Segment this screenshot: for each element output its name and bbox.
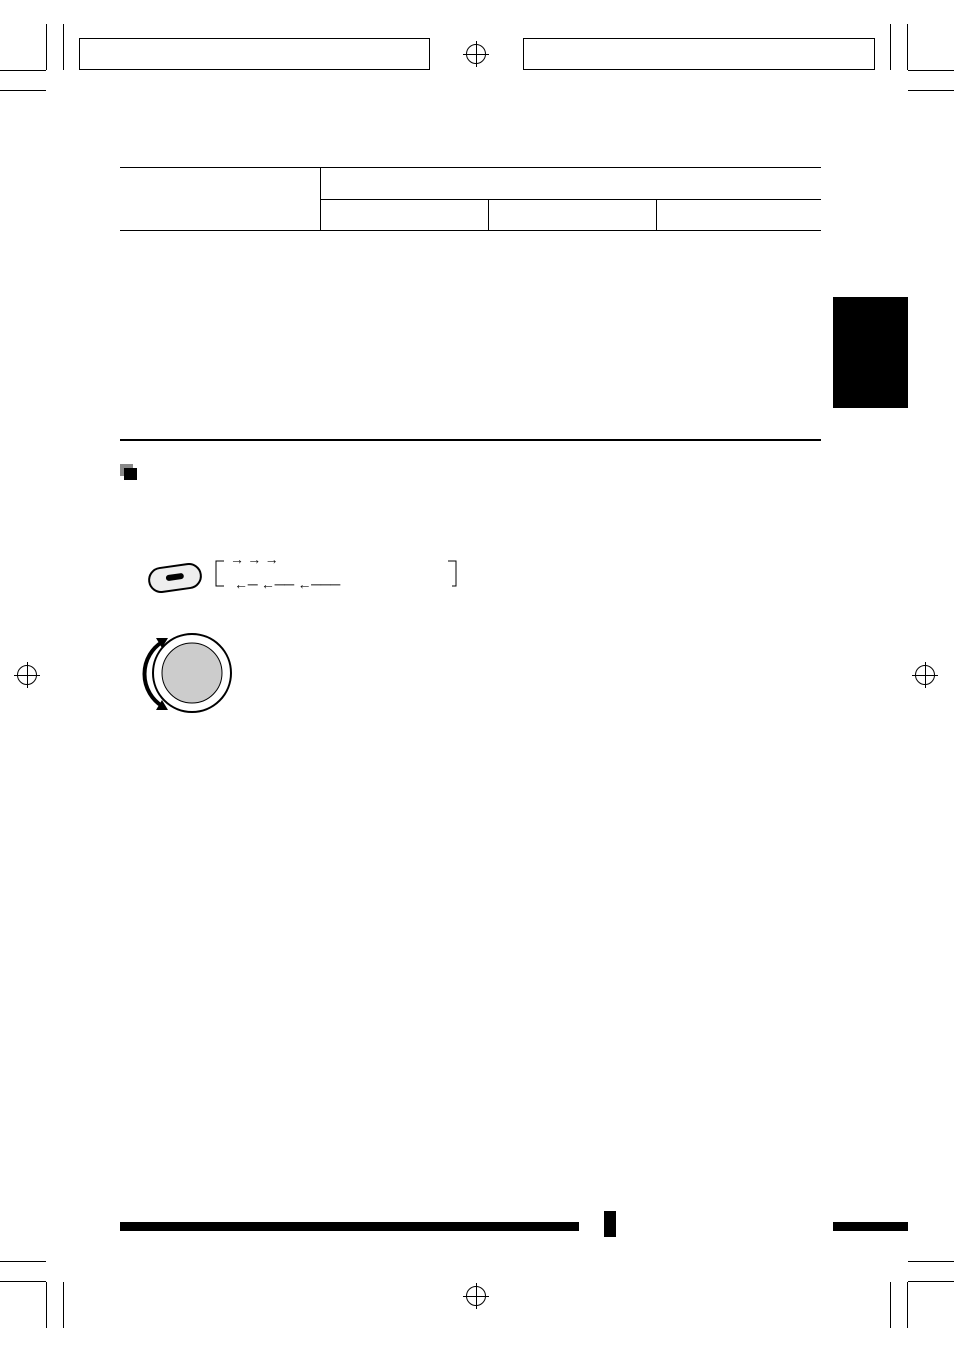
registration-mark-icon (17, 665, 37, 685)
arrow-left-icon: ←─── (297, 576, 341, 592)
col-header-value (321, 168, 822, 200)
crop-mark (0, 90, 46, 91)
crop-mark (63, 24, 64, 70)
arrow-left-icon: ←── (260, 576, 294, 592)
color-calibration-bar-left (79, 38, 430, 70)
crop-mark (908, 1261, 954, 1262)
arrow-right-icon: → (264, 551, 279, 567)
crop-mark (0, 1261, 46, 1262)
flow-row-top (230, 551, 278, 567)
sub-header-bas (321, 199, 489, 231)
crop-mark (908, 70, 954, 71)
crop-mark (907, 1282, 908, 1328)
language-tab (833, 297, 908, 408)
crop-mark (0, 1281, 46, 1282)
footer-rule-left (120, 1222, 579, 1231)
sub-header-tre (489, 199, 657, 231)
registration-mark-icon (915, 665, 935, 685)
registration-mark-icon (466, 44, 486, 64)
footer-rule-right (833, 1222, 908, 1231)
flow-row-bottom (234, 576, 340, 592)
sub-header-loud (657, 199, 822, 231)
col-header-mode (120, 168, 321, 231)
section-divider (120, 439, 821, 441)
control-dial-icon[interactable] (142, 628, 234, 718)
crop-mark (46, 1282, 47, 1328)
registration-mark-icon (466, 1286, 486, 1306)
crop-mark (46, 24, 47, 70)
arrow-right-icon: → (247, 551, 261, 567)
sel-button[interactable] (146, 561, 203, 594)
section-bullet-icon (120, 464, 138, 480)
footer-section-label (604, 1211, 616, 1237)
crop-mark (890, 24, 891, 70)
crop-mark (908, 1281, 954, 1282)
preset-table (120, 167, 821, 231)
crop-mark (890, 1282, 891, 1328)
crop-mark (907, 24, 908, 70)
arrow-right-icon: → (230, 551, 244, 567)
crop-mark (0, 70, 46, 71)
crop-mark (63, 1282, 64, 1328)
arrow-left-icon: ←─ (234, 576, 258, 592)
color-calibration-bar-right (523, 38, 875, 70)
crop-mark (908, 90, 954, 91)
